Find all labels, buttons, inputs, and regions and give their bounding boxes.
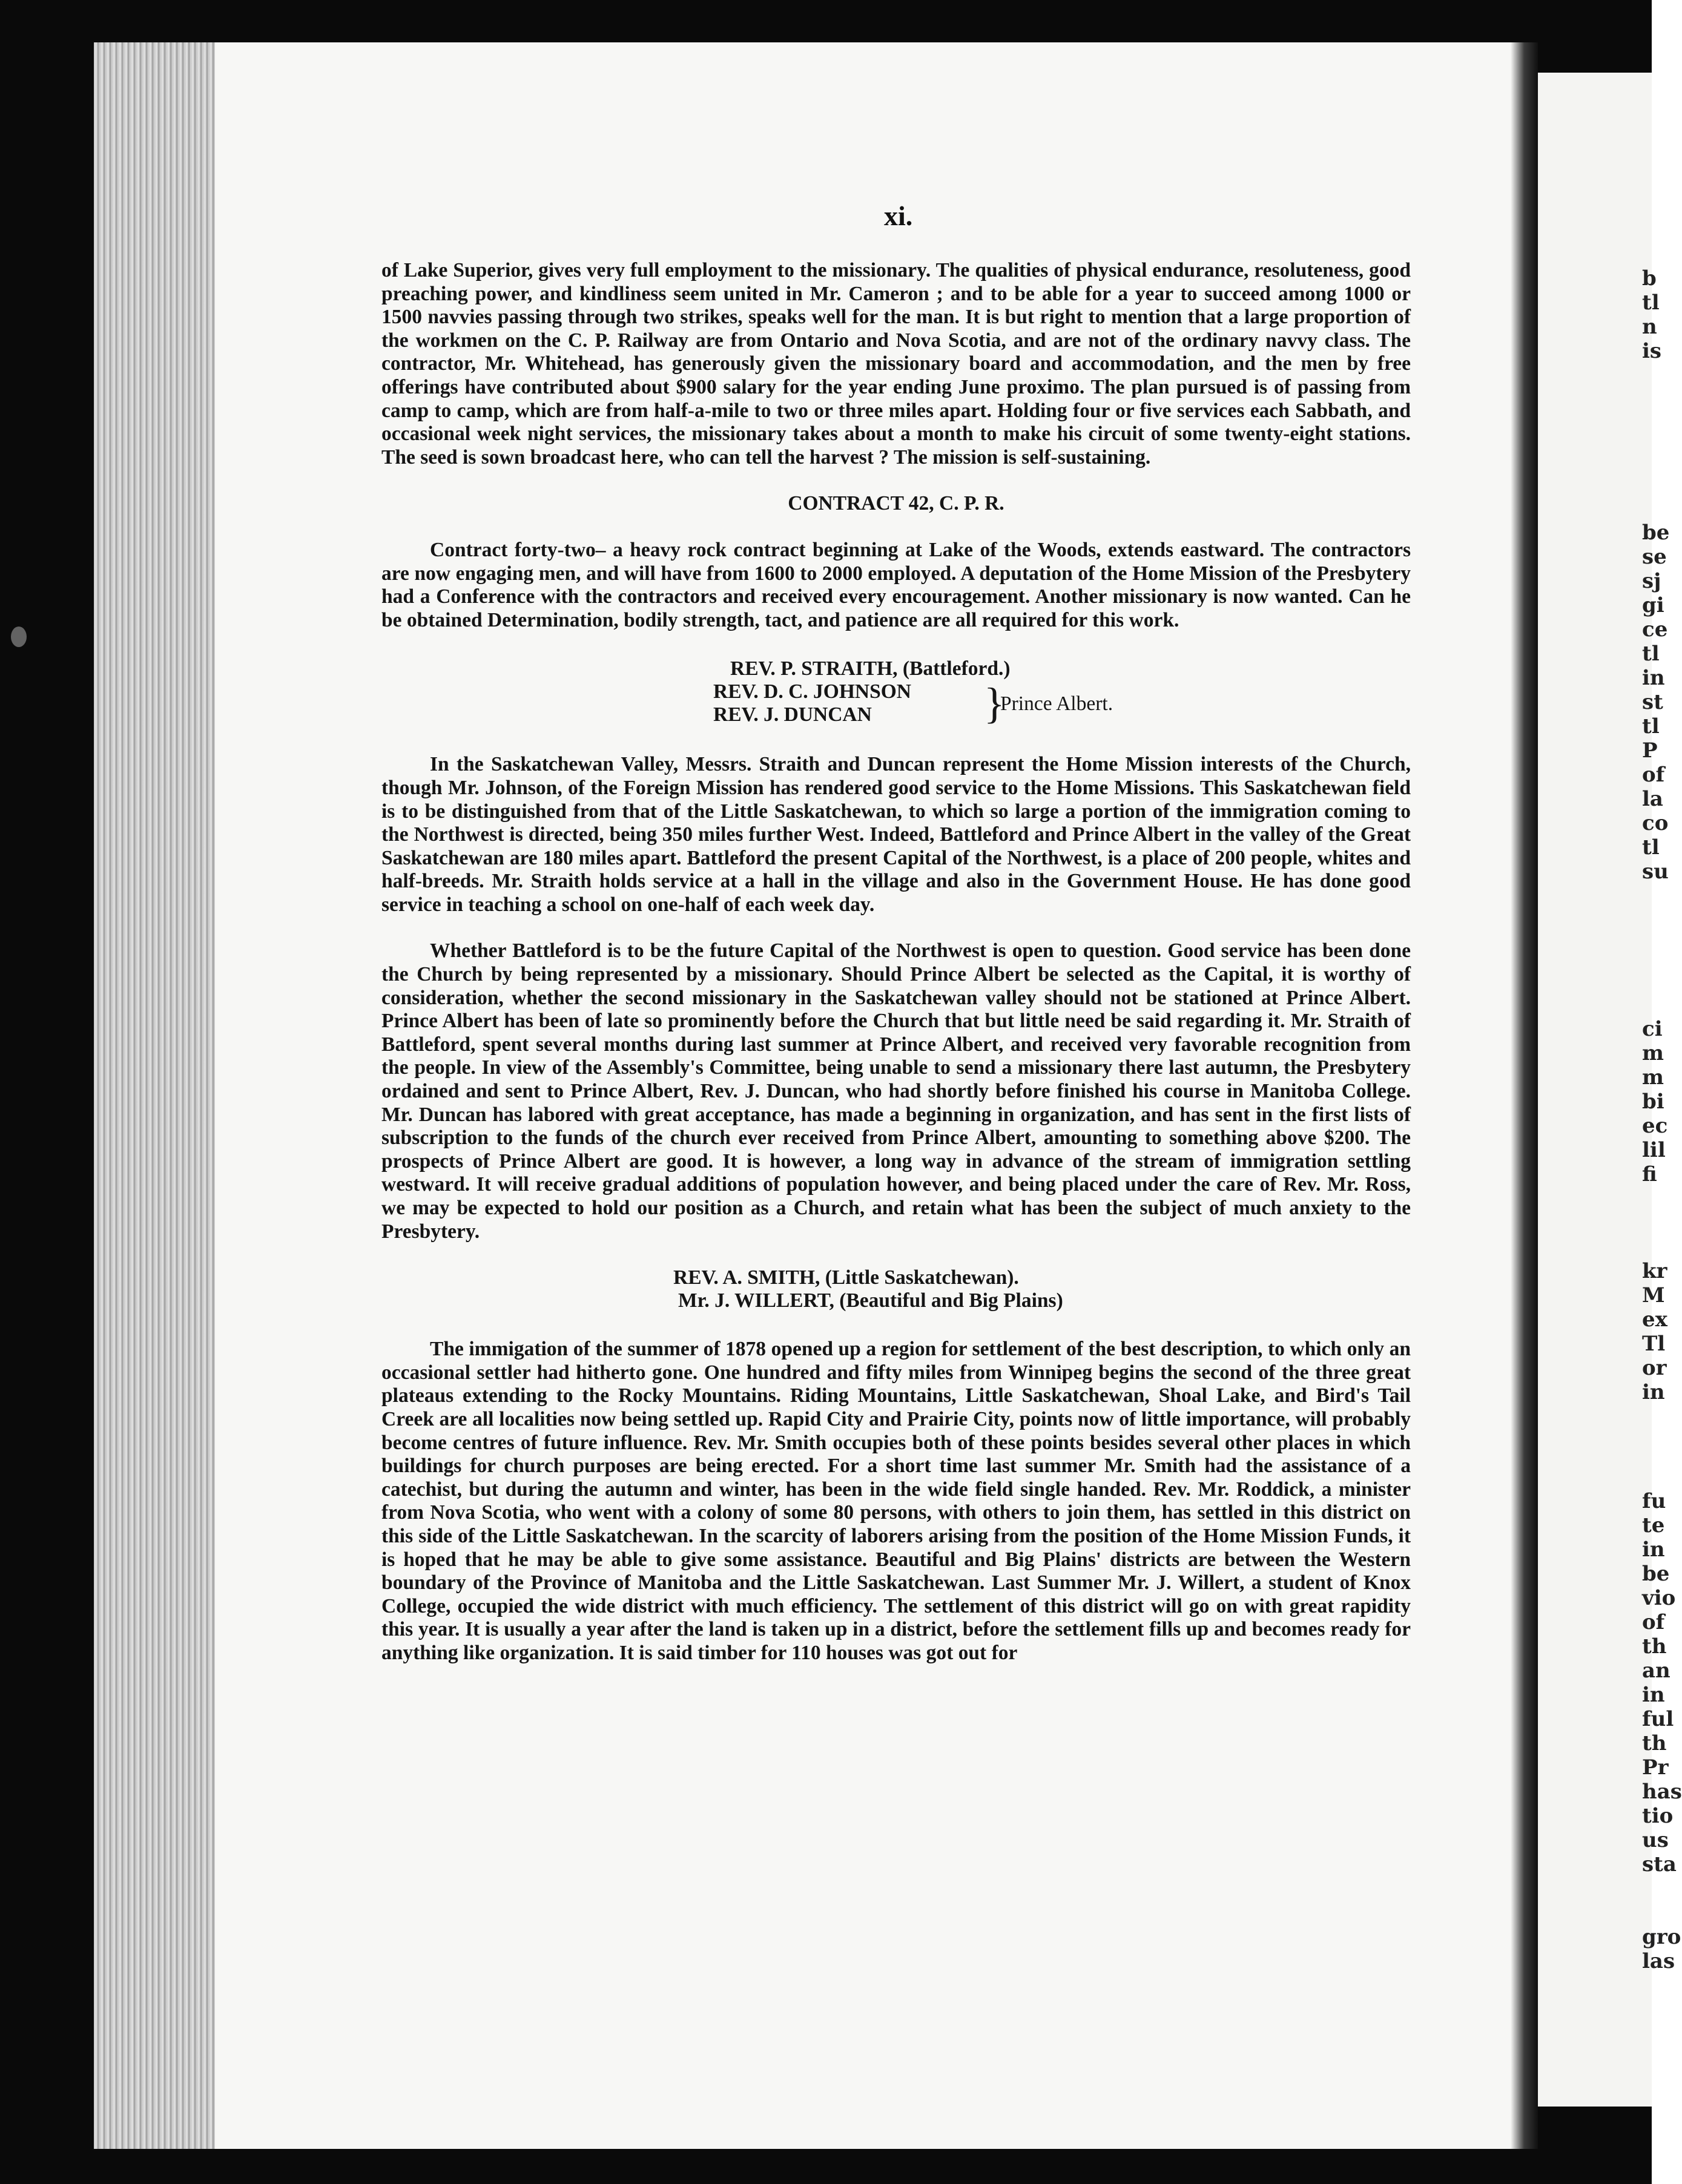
facing-page-fragment: ci — [1642, 1017, 1663, 1041]
heading-smith: REV. A. SMITH, (Little Saskatchewan). — [673, 1266, 1019, 1289]
page-number: xi. — [884, 200, 913, 231]
facing-page-fragment: be — [1642, 521, 1670, 545]
facing-page-fragment: us — [1642, 1828, 1669, 1852]
facing-page-fragment: th — [1642, 1731, 1667, 1755]
heading-contract-42: CONTRACT 42, C. P. R. — [788, 492, 1004, 515]
facing-page-fragment: tl — [1642, 835, 1660, 860]
paragraph-immigration-1878: The immigation of the summer of 1878 opened up a region for settlement of the best description, to which only an occasional settler had hitherto gone. One hundred and fifty miles from Winnipeg begins the second of the three great plateaus extending to the Rocky Mountains. Riding Mountains, Little Saskatchewan, Shoal Lake, and Bird's Tail Creek are all localities now being settled up. Rapid City and Prairie City, points now of little importance, will probably become centres of future influence. Rev. Mr. Smith occupies both of these points besides several other places in which buildings for church purposes are being erected. For a short time last summer Mr. Smith had the assistance of a catechist, but during the autumn and winter, has been in the wide field single handed. Rev. Mr. Roddick, a minister from Nova Scotia, who went with a colony of some 80 persons, with others to join them, has settled in this district on this side of the Little Saskatchewan. In the scarcity of laborers arising from the position of the Home Mission Funds, it is hoped that he may be able to give some assistance. Beautiful and Big Plains' districts are between the Western boundary of the Province of Manitoba and the Little Saskatchewan. Last Summer Mr. J. Willert, a student of Knox College, occupied the wide district with much efficiency. The settlement of this district will go on with great rapidity this year. It is usually a year after the land is taken up in a district, before the settlement fills up and becomes ready for anything like organization. It is said timber for 110 houses was got out for — [381, 1338, 1411, 1664]
facing-page-fragment: la — [1642, 787, 1663, 811]
facing-page-fragment: Pr — [1642, 1755, 1669, 1780]
facing-page-fragment: tl — [1642, 642, 1660, 666]
heading-willert: Mr. J. WILLERT, (Beautiful and Big Plains) — [678, 1289, 1063, 1312]
facing-page-fragment: is — [1642, 339, 1662, 363]
facing-page-fragment: sj — [1642, 569, 1661, 593]
facing-page-fragment: las — [1642, 1949, 1675, 1973]
facing-page-fragment: in — [1642, 1380, 1665, 1404]
facing-page-fragment: gi — [1642, 593, 1664, 617]
facing-page-fragment: se — [1642, 545, 1667, 569]
facing-page-fragment: M — [1642, 1283, 1665, 1307]
facing-page-fragment: tl — [1642, 714, 1660, 738]
facing-page-fragment: gro — [1642, 1925, 1681, 1949]
facing-page-fragment: tio — [1642, 1804, 1674, 1828]
scan-blemish — [11, 627, 27, 647]
facing-page-fragment: te — [1642, 1513, 1665, 1538]
curly-brace-icon: } — [984, 679, 1005, 728]
facing-page-fragment: kr — [1642, 1259, 1667, 1283]
heading-straith: REV. P. STRAITH, (Battleford.) — [730, 657, 1011, 680]
facing-page-fragment: be — [1642, 1562, 1670, 1586]
facing-page-fragment: an — [1642, 1659, 1670, 1683]
facing-page-fragment: ex — [1642, 1307, 1667, 1332]
facing-page-fragment: in — [1642, 666, 1665, 690]
facing-page-fragment: su — [1642, 860, 1669, 884]
facing-page-fragment: in — [1642, 1683, 1665, 1707]
paragraph-lake-superior: of Lake Superior, gives very full employment to the missionary. The qualities of physical endurance, resoluteness, good preaching power, and kindliness seem united in Mr. Cameron ; and to be able for a year to succeed among 1000 or 1500 navvies passing through two strikes, speaks well for the man. It is but right to mention that a large proportion of the workmen on the C. P. Railway are from Ontario and Nova Scotia, and are not of the ordinary navvy class. The contractor, Mr. Whitehead, has generously given the missionary board and accommodation, and the men by free offerings have contributed about $900 salary for the year ending June proximo. The plan pursued is of passing from camp to camp, which are from half-a-mile to two or three miles apart. Holding four or five services each Sabbath, and occasional week night services, the missionary takes about a month to make his circuit of some twenty-eight stations. The seed is sown broadcast here, who can tell the harvest ? The mission is self-sustaining. — [381, 259, 1411, 469]
facing-page-fragment: fu — [1642, 1489, 1666, 1513]
facing-page-fragment: in — [1642, 1538, 1665, 1562]
facing-page-fragment: of — [1642, 1610, 1665, 1634]
facing-page-fragment: lil — [1642, 1138, 1666, 1162]
facing-page-fragment: has — [1642, 1780, 1682, 1804]
facing-page-fragment: m — [1642, 1041, 1664, 1065]
facing-page-fragment: of — [1642, 763, 1665, 787]
facing-page-fragment: fi — [1642, 1162, 1657, 1186]
facing-page-fragment: ful — [1642, 1707, 1674, 1731]
facing-page-fragment: Tl — [1642, 1332, 1666, 1356]
heading-saskatchewan-missionaries — [381, 657, 1411, 729]
facing-page-fragment: sta — [1642, 1852, 1677, 1876]
facing-page-fragment: P — [1642, 738, 1658, 763]
facing-page-fragment: bi — [1642, 1090, 1664, 1114]
facing-page — [1538, 73, 1682, 2107]
book-gutter — [1511, 42, 1538, 2149]
facing-page-fragment: co — [1642, 811, 1669, 835]
facing-page-fragment: n — [1642, 315, 1657, 339]
facing-page-fragment: tl — [1642, 291, 1660, 315]
heading-johnson: REV. D. C. JOHNSON — [713, 680, 911, 703]
heading-duncan: REV. J. DUNCAN — [713, 703, 872, 726]
heading-prince-albert: Prince Albert. — [1000, 692, 1113, 715]
facing-page-fragment: or — [1642, 1356, 1667, 1380]
book-page-edges — [94, 42, 221, 2149]
paragraph-battleford-capital: Whether Battleford is to be the future Capital of the Northwest is open to question. Good service has been done the Church by being represented by a missionary. Should Prince Albert be selected as the Capital, it is worthy of consideration, whether the second missionary in the Saskatchewan valley should not be stationed at Prince Albert. Prince Albert has been of late so prominently before the Church that but little need be said regarding it. Mr. Straith of Battleford, spent several months during last summer at Prince Albert, and received very favorable recognition from the people. In view of the Assembly's Committee, being unable to send a missionary there last autumn, the Presbytery ordained and sent to Prince Albert, Rev. J. Duncan, who had shortly before finished his course in Manitoba College. Mr. Duncan has labored with great acceptance, has made a beginning in organization, and has sent in the first lists of subscription to the funds of the church ever received from Prince Albert, amounting to something above $200. The prospects of Prince Albert are good. It is however, a long way in advance of the stream of immigration settling westward. It will receive gradual additions of population however, and being placed under the care of Rev. Mr. Ross, we may be expected to hold our position as a Church, and retain what has been the subject of much anxiety to the Presbytery. — [381, 939, 1411, 1243]
facing-page-fragment: vio — [1642, 1586, 1676, 1610]
paragraph-contract-42: Contract forty-two– a heavy rock contract beginning at Lake of the Woods, extends eastward. The contractors are now engaging men, and will have from 1600 to 2000 employed. A deputation of the Home Mission of the Presbytery had a Conference with the contractors and received every encouragement. Another missionary is now wanted. Can he be obtained Determination, bodily strength, tact, and patience are all required for this work. — [381, 538, 1411, 631]
facing-page-fragment: b — [1642, 266, 1657, 291]
facing-page-fragment: ec — [1642, 1114, 1668, 1138]
heading-little-saskatchewan — [381, 1266, 1411, 1314]
paragraph-saskatchewan-valley: In the Saskatchewan Valley, Messrs. Straith and Duncan represent the Home Mission interests of the Church, though Mr. Johnson, of the Foreign Mission has rendered good service to the Home Missions. This Saskatchewan field is to be distinguished from that of the Little Saskatchewan, to which so large a portion of the immigration coming to the Northwest is directed, being 350 miles further West. Indeed, Battleford and Prince Albert in the valley of the Great Saskatchewan are 180 miles apart. Battleford the present Capital of the Northwest, is a place of 200 people, whites and half-breeds. Mr. Straith holds service at a hall in the village and also in the Government House. He has done good service in teaching a school on one-half of each week day. — [381, 753, 1411, 916]
facing-page-fragment: th — [1642, 1634, 1667, 1659]
body-text — [381, 194, 1411, 1665]
facing-page-fragment: st — [1642, 690, 1663, 714]
facing-page-fragment: m — [1642, 1065, 1664, 1090]
facing-page-fragment: ce — [1642, 617, 1668, 642]
